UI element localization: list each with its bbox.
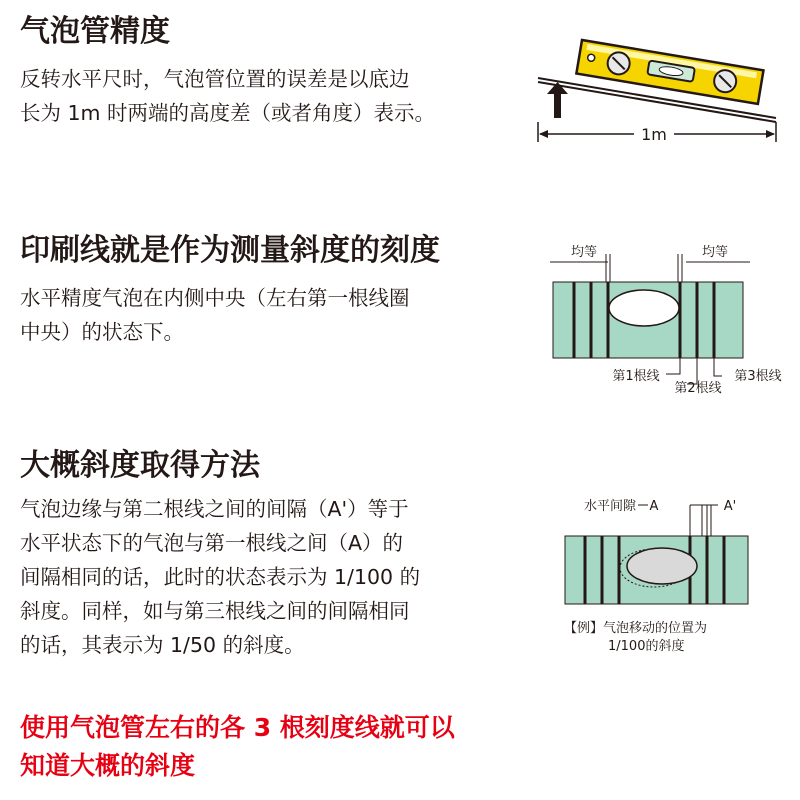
- line-3-label: 第3根线: [734, 369, 782, 384]
- spirit-level-icon: [576, 40, 763, 104]
- vial-lines-figure: [540, 240, 795, 400]
- example-caption-line-2: 1/100的斜度: [608, 639, 685, 654]
- conclusion-line: 使用气泡管左右的各 3 根刻度线就可以: [20, 713, 455, 742]
- paragraph-line: 水平状态下的气泡与第一根线之间（A）的: [20, 531, 404, 555]
- equal-label-left: 均等: [570, 245, 598, 260]
- paragraph-line: 气泡边缘与第二根线之间的间隔（A'）等于: [20, 497, 409, 521]
- bubble: [609, 290, 679, 326]
- bubble-shift-figure: [550, 488, 790, 663]
- conclusion-text: [20, 709, 455, 785]
- line-1-label: 第1根线: [612, 369, 660, 384]
- paragraph-line: 的话，其表示为 1/50 的斜度。: [20, 633, 305, 657]
- heading-bubble-vial-accuracy: 气泡管精度: [20, 14, 170, 49]
- paragraph-line: 中央）的状态下。: [20, 320, 184, 344]
- gap-a-prime-label: A': [723, 499, 737, 514]
- example-caption-line-1: 【例】气泡移动的位置为: [564, 621, 708, 636]
- length-label: 1m: [641, 125, 667, 144]
- paragraph-printed-lines: [20, 281, 410, 349]
- paragraph-bubble-vial-accuracy: [20, 62, 435, 130]
- paragraph-line: 反转水平尺时，气泡管位置的误差是以底边: [20, 67, 410, 91]
- paragraph-approx-slope-method: [20, 492, 420, 662]
- heading-approx-slope-method: 大概斜度取得方法: [20, 448, 260, 483]
- heading-printed-lines: 印刷线就是作为测量斜度的刻度: [20, 233, 440, 268]
- conclusion-line: 知道大概的斜度: [20, 751, 196, 780]
- paragraph-line: 间隔相同的话，此时的状态表示为 1/100 的: [20, 565, 421, 589]
- paragraph-line: 斜度。同样，如与第三根线之间的间隔相同: [20, 599, 410, 623]
- level-slope-figure: [530, 30, 790, 150]
- paragraph-line: 水平精度气泡在内侧中央（左右第一根线圈: [20, 286, 410, 310]
- shifted-bubble: [627, 548, 697, 584]
- equal-label-right: 均等: [701, 245, 729, 260]
- line-2-label: 第2根线: [674, 381, 722, 396]
- gap-a-label: A: [649, 499, 659, 514]
- paragraph-line: 长为 1m 时两端的高度差（或者角度）表示。: [20, 101, 436, 125]
- level-gap-label: 水平间隙: [583, 499, 636, 514]
